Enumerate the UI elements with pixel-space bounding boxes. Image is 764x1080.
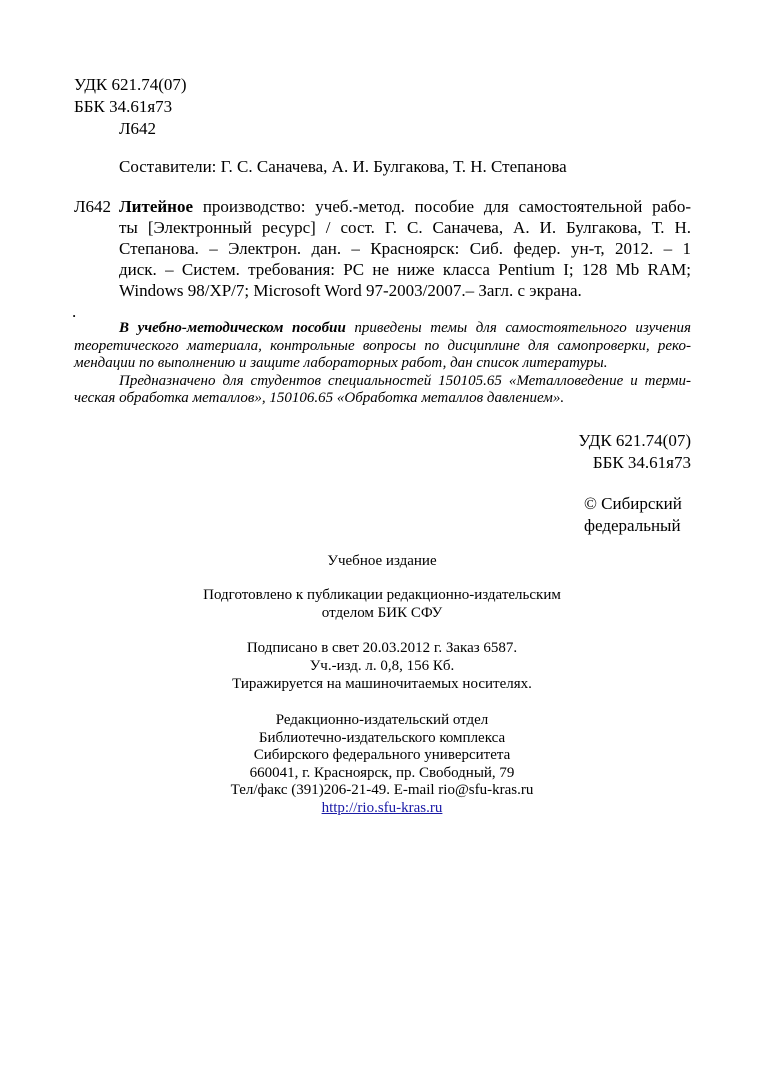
annotation <box>74 320 691 408</box>
bib-line-1-rest: производство: учеб.-метод. пособие для самостоятельной рабо- <box>193 197 691 216</box>
bib-line-1 <box>119 196 691 217</box>
volume-line: Уч.-изд. л. 0,8, 156 Кб. <box>309 658 455 674</box>
footer-udk: УДК 621.74(07) <box>578 431 691 450</box>
annotation-line-1-rest: приведены темы для самостоятельного изучения <box>345 320 692 336</box>
contacts-line: Тел/факс (391)206-21-49. E-mail rio@sfu-kras.ru <box>230 782 534 798</box>
prepared-line-2: отделом БИК СФУ <box>321 605 443 621</box>
copyright-line-1: © Сибирский <box>584 494 682 513</box>
bib-line-2: ты [Электронный ресурс] / сост. Г. С. Саначева, А. И. Булгакова, Т. Н. <box>119 218 691 237</box>
annotation-line-1 <box>74 320 691 338</box>
copyright-line-2: федеральный <box>584 516 681 535</box>
udk-code: УДК 621.74(07) <box>74 75 187 94</box>
bib-line-3: Степанова. – Электрон. дан. – Красноярск: Сиб. федер. ун-т, 2012. – 1 <box>119 239 691 258</box>
signed-line: Подписано в свет 20.03.2012 г. Заказ 6587. <box>246 640 518 656</box>
annotation-line-4: Предназначено для студентов специальностей 150105.65 «Металловедение и терми- <box>119 372 691 389</box>
bib-line-4: диск. – Систем. требования: PC не ниже класса Pentium I; 128 Mb RAM; <box>119 260 691 279</box>
website-link[interactable]: http://rio.sfu-kras.ru <box>321 800 443 816</box>
annotation-line-3: мендации по выполнению и защите лабораторных работ, дан список литературы. <box>74 355 608 371</box>
annotation-bold-lead: В учебно-методическом пособии <box>119 320 346 336</box>
bib-code: Л642 <box>74 197 112 216</box>
publisher-line-2: Библиотечно-издательского комплекса <box>258 730 506 746</box>
website-row <box>0 799 764 818</box>
annotation-line-5: ческая обработка металлов», 150106.65 «Обработка металлов давлением». <box>74 390 565 406</box>
footer-bbk: ББК 34.61я73 <box>592 453 691 472</box>
prepared-line-1: Подготовлено к публикации редакционно-издательским <box>203 587 561 603</box>
bib-line-5: Windows 98/XP/7; Microsoft Word 97-2003/2007.– Загл. с экрана. <box>119 281 582 300</box>
author-sign: Л642 <box>119 119 157 138</box>
publisher-line-1: Редакционно-издательский отдел <box>275 712 489 728</box>
annotation-line-2: теоретического материала, контрольные вопросы по дисциплине для самопроверки, реко- <box>74 337 691 354</box>
publisher-line-3: Сибирского федерального университета <box>253 747 511 763</box>
bbk-code: ББК 34.61я73 <box>74 97 173 116</box>
media-line: Тиражируется на машиночитаемых носителях. <box>232 676 532 692</box>
compilers-line: Составители: Г. С. Саначева, А. И. Булгакова, Т. Н. Степанова <box>119 157 567 176</box>
edition-type: Учебное издание <box>327 553 437 569</box>
address-line: 660041, г. Красноярск, пр. Свободный, 79 <box>249 765 515 781</box>
stray-dot: . <box>72 302 77 321</box>
bib-title-word: Литейное <box>119 197 193 216</box>
bib-record <box>119 196 691 301</box>
